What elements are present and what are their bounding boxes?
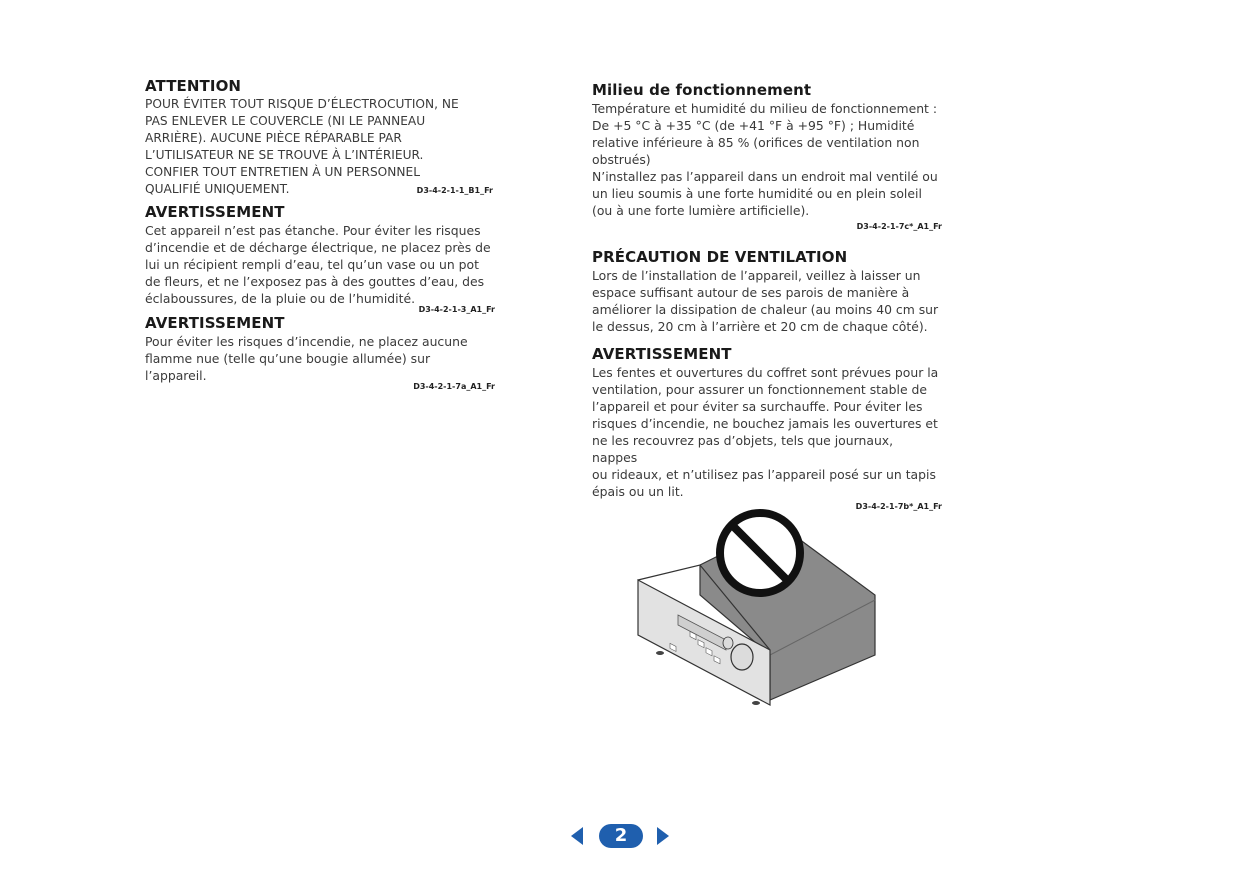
attention-heading: ATTENTION [145, 77, 242, 95]
page-navigation [566, 822, 674, 850]
environment-section [592, 80, 942, 232]
prohibited-icon [720, 513, 800, 593]
warning-openings-text: Les fentes et ouvertures du coffret sont prévues pour la ventilation, pour assurer un fonctionnement stable de l’appareil et pour éviter sa surchauffe. Pour éviter les risques d’incendie, ne bouchez jamais les ouvertures et ne les recouvrez pas d’objets, tels que journaux, nappes ou rideaux, et n’utilisez pas l’appareil posé sur un tapis épais ou un lit. [592, 365, 939, 499]
ventilation-text: Lors de l’installation de l’appareil, veillez à laisser un espace suffisant autour de ses parois de manière à améliorer la dissipation de chaleur (au moins 40 cm sur le dessus, 20 cm à l’arrière et 20 cm de chaque côté). [592, 268, 939, 334]
environment-heading: Milieu de fonctionnement [592, 81, 812, 99]
warning-flame-section [145, 313, 495, 392]
right-column [592, 80, 942, 512]
attention-text: POUR ÉVITER TOUT RISQUE D’ÉLECTROCUTION, NE PAS ENLEVER LE COUVERCLE (NI LE PANNEAU ARRIÈRE). AUCUNE PIÈCE RÉPARABLE PAR L’UTILISATEUR NE SE TROUVE À L’INTÉRIEUR. CONFIER TOUT ENTRETIEN À UN PERSONNEL QUALIFIÉ UNIQUEMENT. [145, 97, 459, 196]
covered-receiver-prohibited-illustration [630, 505, 880, 710]
warning-flame-heading: AVERTISSEMENT [145, 314, 285, 332]
environment-text: Température et humidité du milieu de fonctionnement : De +5 °C à +35 °C (de +41 °F à +95 °F) ; Humidité relative inférieure à 85 % (orifices de ventilation non obstrués) N’installez pas l’appareil dans un endroit mal ventilé ou un lieu soumis à une forte humidité ou en plein soleil (ou à une forte lumière artificielle). [592, 101, 938, 218]
warning-water-code: D3-4-2-1-3_A1_Fr [418, 305, 495, 314]
warning-flame-text: Pour éviter les risques d’incendie, ne placez aucune flamme nue (telle qu’une bougie allumée) sur l’appareil. [145, 334, 468, 383]
left-column [145, 76, 495, 392]
warning-openings-code: D3-4-2-1-7b*_A1_Fr [855, 502, 942, 511]
volume-knob [731, 644, 753, 670]
ventilation-heading: PRÉCAUTION DE VENTILATION [592, 248, 848, 266]
prev-page-arrow-icon[interactable] [569, 826, 585, 846]
warning-flame-code: D3-4-2-1-7a_A1_Fr [413, 382, 495, 391]
ventilation-section [592, 247, 942, 335]
page-number: 2 [599, 824, 643, 848]
attention-code: D3-4-2-1-1_B1_Fr [416, 186, 493, 195]
warning-water-heading: AVERTISSEMENT [145, 203, 285, 221]
attention-section [145, 76, 495, 198]
warning-water-text: Cet appareil n’est pas étanche. Pour éviter les risques d’incendie et de décharge électrique, ne placez près de lui un récipient rempli d’eau, tel qu’un vase ou un pot de fleurs, et ne l’exposez pas à des gouttes d’eau, des éclaboussures, de la pluie ou de l’humidité. [145, 223, 491, 306]
environment-code: D3-4-2-1-7c*_A1_Fr [856, 222, 942, 231]
warning-openings-heading: AVERTISSEMENT [592, 345, 732, 363]
warning-openings-section [592, 344, 942, 512]
warning-water-section [145, 202, 495, 315]
next-page-arrow-icon[interactable] [655, 826, 671, 846]
